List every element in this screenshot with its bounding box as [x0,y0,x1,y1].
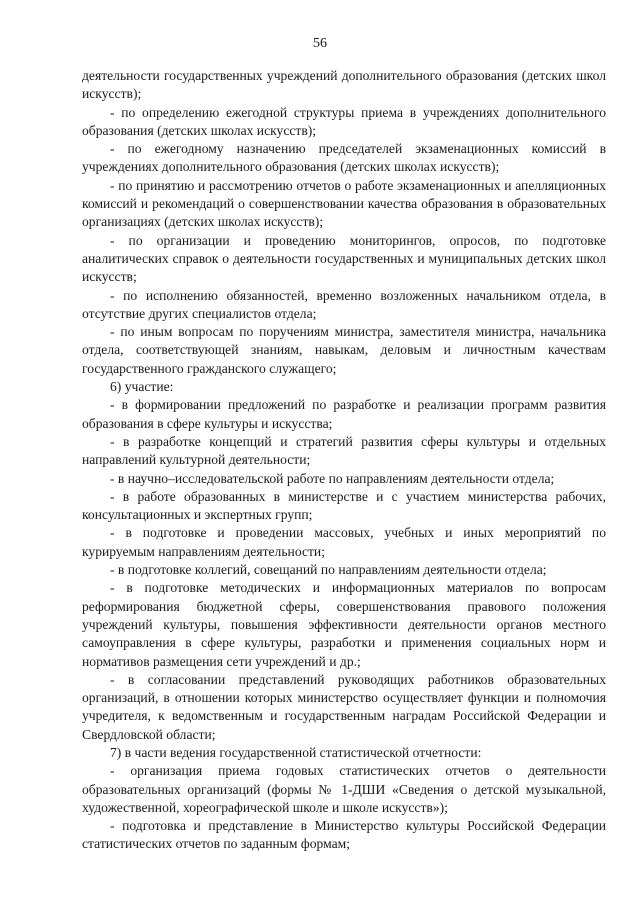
paragraph: - по определению ежегодной структуры приема в учреждениях дополнительного образования (детских школах искусств); [82,104,606,138]
paragraph: - в разработке концепций и стратегий развития сферы культуры и отдельных направлений культурной деятельности; [82,433,606,468]
paragraph: - организация приема годовых статистических отчетов о деятельности образовательных организаций (формы № 1-ДШИ «Сведения о детской музыкальной, художественной, хореографической школе и школе искусств»); [82,763,606,815]
section-heading: 6) участие: [110,379,174,395]
paragraph: - в работе образованных в министерстве и с участием министерства рабочих, консультационных и экспертных групп; [82,488,606,523]
section-heading: 7) в части ведения государственной статистической отчетности: [110,744,482,760]
page-number: 56 [313,36,327,51]
paragraph: деятельности государственных учреждений дополнительного образования (детских школ искусств); [82,68,606,102]
paragraph: - по иным вопросам по поручениям министра, заместителя министра, начальника отдела, соответствующей знаниям, навыкам, деловым и личностным качествам государственного гражданского служащего; [82,324,606,376]
paragraph: - в подготовке методических и информационных материалов по вопросам реформирования бюджетной сферы, совершенствования правового положения учреждений культуры, повышения эффективности деятельности органов местного самоуправления в сфере культуры, разработки и применения социальных норм и нормативов размещения сети учреждений и др.; [82,580,606,669]
paragraph: - по принятию и рассмотрению отчетов о работе экзаменационных и апелляционных комиссий и рекомендаций о совершенствовании качества образования в образовательных организациях (детских школах искусств); [82,177,606,230]
paragraph: - в согласовании представлений руководящих работников образовательных организаций, в отношении которых министерство осуществляет функции и полномочия учредителя, к ведомственным и государственным наградам Российской Федерации и Свердловской области; [82,671,606,742]
paragraph: - в подготовке и проведении массовых, учебных и иных мероприятий по курируемым направлениям деятельности; [82,525,606,559]
paragraph: - в подготовке коллегий, совещаний по направлениям деятельности отдела; [110,562,547,578]
paragraph: - в научно–исследовательской работе по направлениям деятельности отдела; [110,470,555,486]
paragraph: - подготовка и представление в Министерство культуры Российской Федерации статистических отчетов по заданным формам; [82,818,606,852]
paragraph: - по исполнению обязанностей, временно возложенных начальником отдела, в отсутствие других специалистов отдела; [82,287,606,321]
document-body [82,67,606,854]
paragraph: - по организации и проведению мониторингов, опросов, по подготовке аналитических справок о деятельности государственных и муниципальных детских школ искусств; [82,232,606,285]
paragraph: - в формировании предложений по разработке и реализации программ развития образования в сфере культуры и искусства; [82,397,606,431]
paragraph: - по ежегодному назначению председателей экзаменационных комиссий в учреждениях дополнительного образования (детских школах искусств); [82,141,606,175]
